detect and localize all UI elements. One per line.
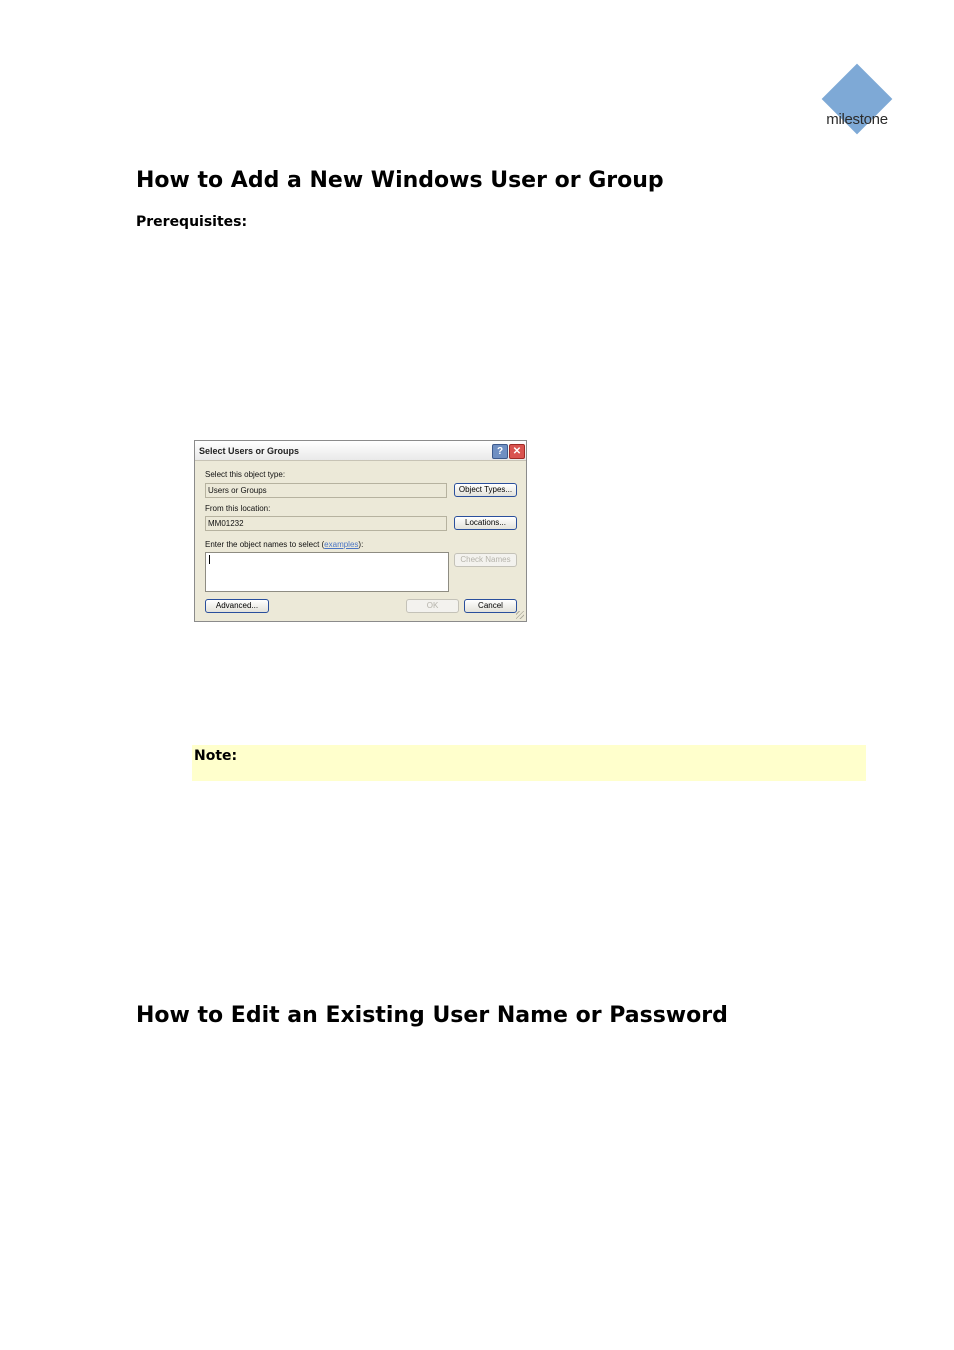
locations-button[interactable]: Locations... — [454, 516, 517, 530]
location-field: MM01232 — [205, 516, 447, 531]
object-type-label: Select this object type: — [205, 470, 286, 479]
milestone-logo — [818, 67, 894, 139]
logo-wordmark: milestone — [826, 111, 888, 128]
advanced-button[interactable]: Advanced... — [205, 599, 269, 613]
object-type-field: Users or Groups — [205, 483, 447, 498]
add-user-heading: How to Add a New Windows User or Group — [136, 168, 664, 193]
edit-user-heading: How to Edit an Existing User Name or Password — [136, 1003, 728, 1028]
ok-button[interactable]: OK — [406, 599, 459, 613]
object-names-label — [205, 540, 363, 549]
help-icon[interactable]: ? — [492, 444, 508, 459]
dialog-title: Select Users or Groups — [199, 446, 300, 456]
resize-grip-icon[interactable] — [516, 611, 524, 619]
text-caret — [209, 555, 210, 564]
object-names-input[interactable] — [205, 552, 449, 592]
note-box — [192, 745, 866, 781]
object-names-label-prefix: Enter the object names to select ( — [205, 540, 325, 549]
location-label: From this location: — [205, 504, 271, 513]
select-users-dialog — [194, 440, 527, 622]
prerequisites-label: Prerequisites: — [136, 214, 248, 230]
object-names-label-suffix: ): — [358, 540, 364, 549]
check-names-button[interactable]: Check Names — [454, 553, 517, 567]
note-label: Note: — [194, 748, 238, 764]
dialog-titlebar[interactable] — [195, 441, 526, 461]
close-icon[interactable]: ✕ — [509, 444, 525, 459]
cancel-button[interactable]: Cancel — [464, 599, 517, 613]
examples-link[interactable]: examples — [324, 540, 359, 549]
object-types-button[interactable]: Object Types... — [454, 483, 517, 497]
